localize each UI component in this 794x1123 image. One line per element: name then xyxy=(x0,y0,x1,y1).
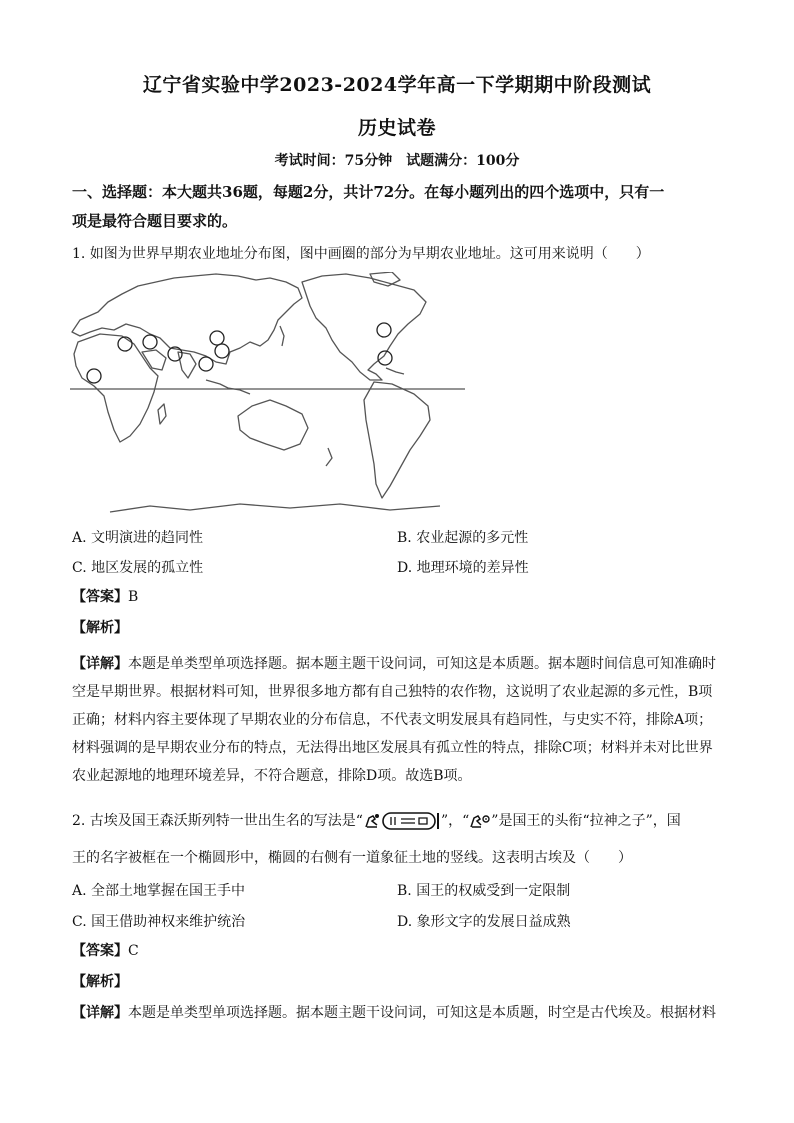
q1-answer xyxy=(72,587,722,607)
q1-option-c: C. 地区发展的孤立性 xyxy=(72,560,204,576)
q1-detail-label: 【详解】 xyxy=(72,656,128,672)
antarctica-outline xyxy=(110,504,440,512)
q1-detail-line-3: 正确；材料内容主要体现了早期农业的分布信息，不代表文明发展具有趋同性，与史实不符，排除A项； xyxy=(72,712,713,728)
q1-analysis-label: 【解析】 xyxy=(72,620,128,636)
q2-answer xyxy=(72,941,722,961)
eurasia-outline xyxy=(72,274,302,364)
q1-detail-line-1: 【详解】本题是单类型单项选择题。据本题主题干设问词，可知这是本质题。据本题时间信息可知准确时 xyxy=(72,656,716,672)
q2-answer-value: C xyxy=(128,943,139,959)
new-zealand-outline xyxy=(326,448,332,466)
site-circle-southeast-asia xyxy=(199,357,213,371)
site-circle-west-africa xyxy=(87,369,101,383)
japan-outline xyxy=(280,326,284,346)
q1-answer-label: 【答案】 xyxy=(72,589,128,605)
exam-info: 考试时间：75分钟 试题满分：100分 xyxy=(274,153,520,169)
q2-answer-label: 【答案】 xyxy=(72,943,128,959)
q1-detail-line-4: 材料强调的是早期农业分布的特点，无法得出地区发展具有孤立性的特点，排除C项；材料并未对比世界 xyxy=(72,740,713,756)
son-of-ra-hieroglyph-icon xyxy=(469,812,491,830)
q2-option-a: A. 全部土地掌握在国王手中 xyxy=(72,883,246,899)
caribbean-outline xyxy=(386,368,404,374)
world-map xyxy=(70,272,470,516)
q2-option-c: C. 国王借助神权来维护统治 xyxy=(72,914,246,930)
q2-detail-line-1: 【详解】本题是单类型单项选择题。据本题主题干设问词，可知这是本质题，时空是古代埃及。根据材料 xyxy=(72,1005,716,1021)
q1-option-a: A. 文明演进的趋同性 xyxy=(72,530,204,546)
africa-outline xyxy=(74,334,158,442)
world-map-figure xyxy=(70,272,470,516)
ra-bird-hieroglyph-icon xyxy=(363,812,381,830)
q2-stem-line2: 王的名字被框在一个椭圆形中，椭圆的右侧有一道象征土地的竖线。这表明古埃及（ ） xyxy=(72,850,632,866)
paper-title: 辽宁省实验中学2023-2024学年高一下学期期中阶段测试 xyxy=(142,74,652,96)
q1-answer-value: B xyxy=(128,589,139,605)
site-circle-yellow-river xyxy=(210,331,224,345)
south-america-outline xyxy=(364,382,430,498)
q2-option-b: B. 国王的权威受到一定限制 xyxy=(397,883,571,899)
q2-analysis-label: 【解析】 xyxy=(72,974,128,990)
section-heading-line2: 项是最符合题目要求的。 xyxy=(72,212,238,230)
q1-option-d: D. 地理环境的差异性 xyxy=(397,560,529,576)
indonesia-outline xyxy=(206,380,250,394)
north-america-outline xyxy=(302,274,426,380)
q2-detail-label: 【详解】 xyxy=(72,1005,128,1021)
arabia-outline xyxy=(142,350,166,370)
madagascar-outline xyxy=(158,404,166,424)
q1-detail-line-2: 空是早期世界。根据材料可知，世界很多地方都有自己独特的农作物，这说明了农业起源的多元性，B项 xyxy=(72,684,713,700)
q2-option-d: D. 象形文字的发展日益成熟 xyxy=(397,914,571,930)
site-circle-north-america xyxy=(377,323,391,337)
royal-cartouche-icon xyxy=(381,811,441,831)
site-circle-west-asia xyxy=(143,335,157,349)
india-outline xyxy=(178,352,196,378)
site-circle-yangtze xyxy=(215,344,229,358)
site-circle-egypt xyxy=(118,337,132,351)
q1-option-b: B. 农业起源的多元性 xyxy=(397,530,529,546)
q1-detail-line-5: 农业起源地的地理环境差异，不符合题意，排除D项。故选B项。 xyxy=(72,768,472,784)
australia-outline xyxy=(238,400,308,450)
q1-stem: 1. 如图为世界早期农业地址分布图，图中画圈的部分为早期农业地址。这可用来说明（ ） xyxy=(72,246,650,262)
q2-stem-line1: 2. 古埃及国王森沃斯列特一世出生名的写法是“ ”，“ ”是国王的头衔“拉神之子”，国 xyxy=(72,813,681,829)
q1-detail xyxy=(72,650,722,790)
paper-subtitle: 历史试卷 xyxy=(357,117,436,139)
section-heading-line1: 一、选择题：本大题共36题，每题2分，共计72分。在每小题列出的四个选项中，只有一 xyxy=(72,183,665,201)
